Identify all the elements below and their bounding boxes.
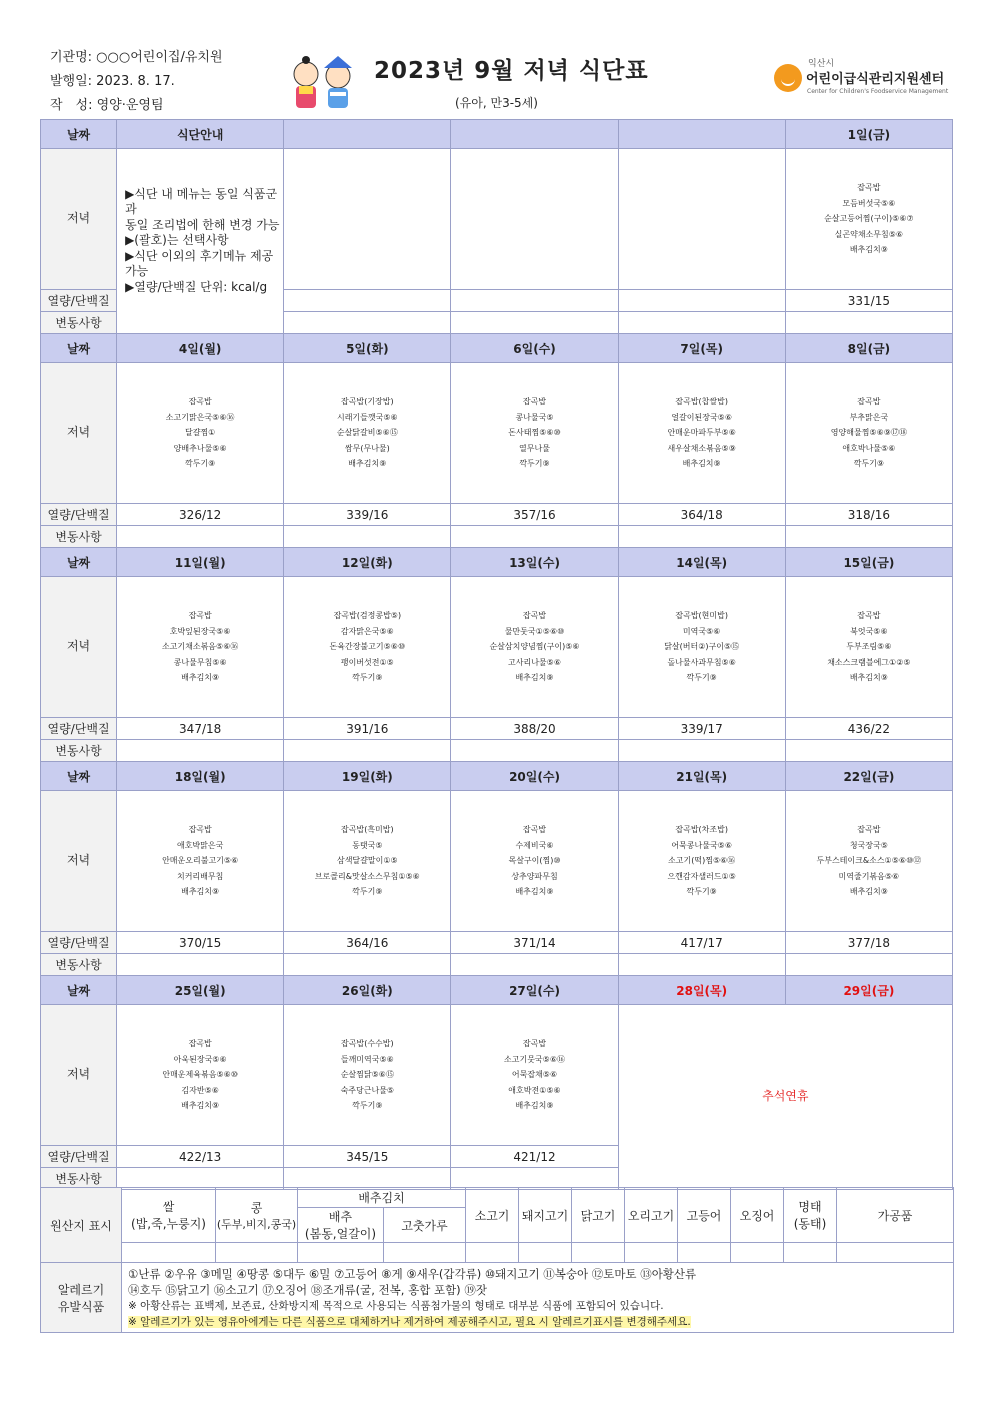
day-header: 7일(목): [618, 334, 785, 363]
day-menu: [284, 1005, 451, 1146]
day-changes: [117, 954, 284, 976]
dish-item: 영양해물찜⑤⑥⑨⑰⑱: [830, 428, 907, 438]
day-changes: [451, 954, 618, 976]
dish-item: 미역줄기볶음⑤⑥: [838, 871, 900, 881]
changes-row: [41, 740, 953, 762]
dinner-label: 저녁: [41, 577, 117, 718]
day-menu: [785, 791, 952, 932]
day-menu: [451, 577, 618, 718]
dish-item: 부추맑은국: [849, 412, 889, 422]
center-logo: [774, 56, 949, 102]
day-changes: [785, 740, 952, 762]
guide-line: 동일 조리법에 한해 변경 가능: [125, 217, 280, 232]
dish-item: 잡곡밥(찹쌀밥): [675, 397, 728, 407]
day-menu: [451, 363, 618, 504]
day-changes: [618, 526, 785, 548]
dish-item: 두부스테이크&소스①⑤⑥⑩⑫: [816, 856, 922, 866]
dinner-label: 저녁: [41, 791, 117, 932]
day-header: 19일(화): [284, 762, 451, 791]
guide-line: ▶식단 이외의 후기메뉴 제공 가능: [125, 248, 274, 279]
calorie-row: [41, 718, 953, 740]
dish-item: 잡곡밥: [522, 825, 547, 835]
dish-item: 배추김치⑨: [515, 887, 554, 897]
dish-item: 치커리배무침: [176, 871, 224, 881]
dish-item: 소고기뭇국⑤⑥⑯: [504, 1054, 565, 1064]
dish-item: 어묵콩나물국⑤⑥: [671, 840, 733, 850]
dish-item: 배추김치⑨: [515, 673, 554, 683]
origin-value-bean: [216, 1243, 298, 1263]
dish-item: 잡곡밥(차조밥): [675, 825, 728, 835]
dinner-row: [41, 149, 953, 290]
dinner-row: [41, 577, 953, 718]
dish-item: 으깬감자샐러드①⑤: [667, 871, 736, 881]
dish-item: 잡곡밥(기장밥): [341, 397, 394, 407]
dish-item: 호박잎된장국⑤⑥: [169, 626, 231, 636]
dish-item: 실곤약채소무침⑤⑥: [834, 229, 904, 239]
dish-item: 깍두기⑨: [352, 1101, 383, 1111]
allergy-line-2: ⑭호두 ⑮닭고기 ⑯소고기 ⑰오징어 ⑱조개류(굴, 전복, 홍합 포함) ⑲잣: [128, 1282, 487, 1297]
dish-item: 얼갈이된장국⑤⑥: [671, 412, 733, 422]
origin-label: 원산지 표시: [41, 1188, 122, 1263]
dish-item: 숙주당근나물⑤: [340, 1085, 395, 1095]
calorie-row: [41, 932, 953, 954]
day-changes: [618, 954, 785, 976]
dish-item: 북엇국⑤⑥: [850, 626, 888, 636]
calorie-label: 열량/단백질: [41, 1146, 117, 1168]
day-calories: 364/16: [284, 932, 451, 954]
dish-item: 고사리나물⑤⑥: [508, 657, 561, 667]
dish-item: 양배추나물⑤⑥: [173, 443, 227, 453]
origin-pork: 돼지고기: [519, 1188, 572, 1243]
day-header: 26일(화): [284, 976, 451, 1005]
issue-date: 발행일: 2023. 8. 17.: [50, 74, 175, 89]
dish-item: 콩나물국⑤: [515, 412, 554, 422]
origin-rice: 쌀 (밥,죽,누룽지): [122, 1188, 216, 1243]
day-changes: [284, 312, 451, 334]
dish-item: 깍두기⑨: [853, 459, 885, 469]
day-calories: 347/18: [117, 718, 284, 740]
dinner-row: [41, 791, 953, 932]
day-calories: 357/16: [451, 504, 618, 526]
dish-item: 배추김치⑨: [682, 459, 721, 469]
day-menu: [451, 1005, 618, 1146]
changes-label: 변동사항: [41, 740, 117, 762]
changes-label: 변동사항: [41, 526, 117, 548]
dish-item: 상추양파무침: [511, 871, 558, 881]
smile-icon: [774, 64, 802, 92]
day-calories: 364/18: [618, 504, 785, 526]
day-changes: [284, 954, 451, 976]
menu-table: [40, 119, 953, 1190]
dinner-row: [41, 363, 953, 504]
day-calories: 339/16: [284, 504, 451, 526]
dish-item: 동탯국⑤: [352, 840, 383, 850]
day-calories: 326/12: [117, 504, 284, 526]
day-header: 5일(화): [284, 334, 451, 363]
date-label: 날짜: [41, 762, 117, 791]
dish-item: 잡곡밥: [522, 1039, 547, 1049]
day-calories: [451, 290, 618, 312]
day-changes: [785, 954, 952, 976]
allergy-note-2: ※ 알레르기가 있는 영유아에게는 다른 식품으로 대체하거나 제거하여 제공해주시고, 필요 시 알레르기표시를 변경해주세요.: [128, 1315, 691, 1328]
dish-item: 잡곡밥: [857, 183, 881, 193]
origin-value-pork: [519, 1243, 572, 1263]
dish-item: 깍두기⑨: [686, 673, 717, 683]
day-changes: [618, 740, 785, 762]
day-header: 11일(월): [117, 548, 284, 577]
dish-item: 목살구이(찜)⑩: [508, 856, 561, 866]
calorie-label: 열량/단백질: [41, 718, 117, 740]
origin-chicken: 닭고기: [572, 1188, 625, 1243]
logo-english: Center for Children's Foodservice Management: [807, 88, 949, 95]
dish-item: 잡곡밥: [188, 1039, 212, 1049]
dish-item: 배추김치⑨: [348, 459, 387, 469]
day-menu: [117, 577, 284, 718]
dish-item: 채소스크램블에그①②⑤: [827, 657, 911, 667]
origin-processed: 가공품: [837, 1188, 954, 1243]
day-menu: [618, 791, 785, 932]
origin-value-duck: [625, 1243, 678, 1263]
dish-item: 아욱된장국⑤⑥: [173, 1054, 227, 1064]
date-label: 날짜: [41, 976, 117, 1005]
page-subtitle: (유아, 만3-5세): [455, 96, 538, 110]
date-row: [41, 120, 953, 149]
dish-item: 순살삼치양념찜(구이)⑤⑥: [489, 642, 580, 652]
origin-value-pollock: [784, 1243, 837, 1263]
dish-item: 소고기(떡)찜⑤⑥⑯: [668, 856, 736, 866]
dish-item: 깍두기⑨: [686, 887, 717, 897]
logo-city: 익산시: [808, 59, 835, 69]
author: 작 성: 영양·운영팀: [50, 98, 164, 113]
day-calories: [284, 290, 451, 312]
date-row: [41, 548, 953, 577]
day-menu: [117, 1005, 284, 1146]
day-header: 27일(수): [451, 976, 618, 1005]
day-changes: [284, 526, 451, 548]
day-menu: [284, 149, 451, 290]
day-menu: [618, 149, 785, 290]
day-header: 18일(월): [117, 762, 284, 791]
date-label: 날짜: [41, 334, 117, 363]
dish-item: 팽이버섯전①⑤: [340, 657, 394, 667]
dish-item: 잡곡밥: [857, 611, 881, 621]
dish-item: 새우살채소볶음⑤⑨: [667, 443, 736, 453]
day-header: 28일(목): [618, 976, 785, 1005]
origin-table: [40, 1187, 954, 1333]
dish-item: 배추김치⑨: [849, 887, 888, 897]
dish-item: 배추김치⑨: [181, 887, 220, 897]
dish-item: 애호박맑은국: [176, 840, 224, 850]
origin-chili: 고춧가루: [384, 1208, 466, 1243]
dish-item: 잡곡밥: [188, 611, 212, 621]
allergy-info: [122, 1263, 954, 1333]
day-menu: [117, 791, 284, 932]
day-calories: 377/18: [785, 932, 952, 954]
day-header: 15일(금): [785, 548, 952, 577]
calorie-label: 열량/단백질: [41, 290, 117, 312]
origin-squid: 오징어: [731, 1188, 784, 1243]
day-calories: 421/12: [451, 1146, 618, 1168]
calorie-label: 열량/단백질: [41, 932, 117, 954]
guide-header: 식단안내: [117, 120, 284, 149]
dish-item: 브로콜리&맛살소스무침①⑤⑥: [314, 871, 420, 881]
dish-item: 소고기채소볶음⑤⑥⑯: [161, 642, 239, 652]
day-header: 21일(목): [618, 762, 785, 791]
dish-item: 삼색달걀말이①⑤: [336, 856, 398, 866]
calorie-label: 열량/단백질: [41, 504, 117, 526]
allergy-line-1: ①난류 ②우유 ③메밀 ④땅콩 ⑤대두 ⑥밀 ⑦고등어 ⑧게 ⑨새우(갑각류) ⑩돼지고기 ⑪복숭아 ⑫토마토 ⑬아황산류: [128, 1266, 697, 1281]
changes-label: 변동사항: [41, 1168, 117, 1190]
dish-item: 잡곡밥: [857, 825, 881, 835]
dish-item: 안매운마파두부⑤⑥: [667, 428, 736, 438]
header-info: [50, 46, 223, 118]
dish-item: 깍두기⑨: [184, 459, 216, 469]
origin-value-mackerel: [678, 1243, 731, 1263]
day-calories: 331/15: [785, 290, 952, 312]
changes-label: 변동사항: [41, 954, 117, 976]
dish-item: 순살닭갈비⑤⑥⑮: [336, 428, 398, 438]
date-label: 날짜: [41, 120, 117, 149]
day-calories: 371/14: [451, 932, 618, 954]
dish-item: 잡곡밥(수수밥): [341, 1039, 394, 1049]
origin-beef: 소고기: [466, 1188, 519, 1243]
dish-item: 순살찜닭⑤⑥⑮: [340, 1070, 394, 1080]
day-changes: [451, 740, 618, 762]
origin-value-rice: [122, 1243, 216, 1263]
dish-item: 안매운제육볶음⑤⑥⑩: [162, 1070, 238, 1080]
dish-item: 잡곡밥: [188, 825, 212, 835]
dinner-row: [41, 1005, 953, 1146]
dish-item: 잡곡밥: [857, 397, 881, 407]
dish-item: 두부조림⑤⑥: [846, 642, 892, 652]
day-calories: 370/15: [117, 932, 284, 954]
guide-line: ▶식단 내 메뉴는 동일 식품군과: [125, 186, 278, 217]
date-row: [41, 976, 953, 1005]
dish-item: 안매운오리불고기⑤⑥: [162, 856, 239, 866]
day-menu: [451, 149, 618, 290]
day-changes: [117, 526, 284, 548]
dish-item: 배추김치⑨: [849, 245, 888, 255]
day-header: 20일(수): [451, 762, 618, 791]
day-header: 22일(금): [785, 762, 952, 791]
dish-item: 깍두기⑨: [519, 459, 550, 469]
origin-value-squid: [731, 1243, 784, 1263]
day-header: 8일(금): [785, 334, 952, 363]
dish-item: 미역국⑤⑥: [682, 626, 721, 636]
dish-item: 모듬버섯국⑤⑥: [842, 198, 896, 208]
day-menu: [284, 791, 451, 932]
day-changes: [785, 526, 952, 548]
origin-value-chili: [384, 1243, 466, 1263]
dish-item: 순살고등어찜(구이)⑤⑥⑦: [824, 214, 914, 224]
day-changes: [451, 312, 618, 334]
day-changes: [284, 740, 451, 762]
page-title: 2023년 9월 저녁 식단표: [374, 58, 649, 84]
day-calories: 391/16: [284, 718, 451, 740]
dish-item: 잡곡밥: [188, 397, 212, 407]
day-header: 6일(수): [451, 334, 618, 363]
holiday-note: 추석연휴: [618, 1005, 952, 1190]
day-menu: [117, 363, 284, 504]
dish-item: 돌나물사과무침⑤⑥: [667, 657, 736, 667]
logo-name: 어린이급식관리지원센터: [806, 72, 945, 87]
calorie-row: [41, 504, 953, 526]
origin-pollock: 명태 (동태): [784, 1188, 837, 1243]
dish-item: 잡곡밥: [522, 397, 547, 407]
day-menu: [785, 577, 952, 718]
dish-item: 배추김치⑨: [515, 1101, 554, 1111]
origin-value-beef: [466, 1243, 519, 1263]
dinner-label: 저녁: [41, 149, 117, 290]
date-row: [41, 334, 953, 363]
origin-duck: 오리고기: [625, 1188, 678, 1243]
allergy-note-1: ※ 아황산류는 표백제, 보존료, 산화방지제 목적으로 사용되는 식품첨가물의 형태로 대부분 식품에 포함되어 있습니다.: [128, 1299, 664, 1312]
dish-item: 애호박나물⑤⑥: [842, 443, 896, 453]
date-row: [41, 762, 953, 791]
guide-line: ▶(괄호)는 선택사항: [125, 233, 229, 248]
origin-value-chicken: [572, 1243, 625, 1263]
day-header: 14일(목): [618, 548, 785, 577]
dish-item: 소고기맑은국⑤⑥⑯: [165, 412, 235, 422]
day-header: [618, 120, 785, 149]
day-calories: 339/17: [618, 718, 785, 740]
day-calories: 388/20: [451, 718, 618, 740]
day-calories: 318/16: [785, 504, 952, 526]
dinner-label: 저녁: [41, 363, 117, 504]
day-changes: [451, 526, 618, 548]
day-header: 29일(금): [785, 976, 952, 1005]
day-menu: [451, 791, 618, 932]
day-changes: [785, 312, 952, 334]
dish-item: 배추김치⑨: [181, 1101, 220, 1111]
dish-item: 어묵잡채⑤⑥: [511, 1070, 558, 1080]
day-header: [284, 120, 451, 149]
origin-bean: 콩 (두부,비지,콩국): [216, 1188, 298, 1243]
day-header: 1일(금): [785, 120, 952, 149]
dish-item: 김자반⑤⑥: [181, 1085, 219, 1095]
guide-notes: [117, 149, 284, 334]
dish-item: 잡곡밥: [522, 611, 547, 621]
day-menu: [284, 577, 451, 718]
dish-item: 물만둣국①⑤⑥⑩: [504, 626, 565, 636]
day-menu: [785, 363, 952, 504]
allergy-label: 알레르기 유발식품: [41, 1263, 122, 1333]
dish-item: 들깨미역국⑤⑥: [340, 1054, 394, 1064]
dish-item: 깍두기⑨: [352, 887, 383, 897]
dish-item: 열무나물: [519, 443, 550, 453]
guide-line: ▶열량/단백질 단위: kcal/g: [125, 279, 268, 294]
day-changes: [618, 312, 785, 334]
dish-item: 수제비국⑥: [515, 840, 554, 850]
dish-item: 시래기들깻국⑤⑥: [336, 412, 398, 422]
day-calories: 436/22: [785, 718, 952, 740]
dish-item: 감자맑은국⑤⑥: [340, 626, 394, 636]
dish-item: 애호박전①⑤⑥: [508, 1085, 561, 1095]
dish-item: 닭살(버터②)구이⑤⑮: [664, 642, 740, 652]
day-header: 4일(월): [117, 334, 284, 363]
origin-mackerel: 고등어: [678, 1188, 731, 1243]
dish-item: 달걀찜①: [184, 428, 216, 438]
day-header: 13일(수): [451, 548, 618, 577]
day-calories: [618, 290, 785, 312]
dish-item: 배추김치⑨: [181, 673, 220, 683]
changes-row: [41, 954, 953, 976]
day-menu: [618, 363, 785, 504]
dish-item: 돈사태찜⑤⑥⑩: [508, 428, 561, 438]
dish-item: 잡곡밥(검정콩밥⑤): [333, 611, 402, 621]
day-header: 25일(월): [117, 976, 284, 1005]
day-header: 12일(화): [284, 548, 451, 577]
day-changes: [117, 740, 284, 762]
day-menu: [284, 363, 451, 504]
dish-item: 잡곡밥(흑미밥): [341, 825, 394, 835]
dish-item: 잡곡밥(현미밥): [675, 611, 728, 621]
day-calories: 422/13: [117, 1146, 284, 1168]
origin-kimchi: 배추김치: [298, 1188, 466, 1208]
dish-item: 깍두기⑨: [352, 673, 383, 683]
day-menu: [785, 149, 952, 290]
dish-item: 배추김치⑨: [849, 673, 888, 683]
date-label: 날짜: [41, 548, 117, 577]
children-illustration: [286, 52, 360, 110]
changes-label: 변동사항: [41, 312, 117, 334]
day-menu: [618, 577, 785, 718]
day-calories: 345/15: [284, 1146, 451, 1168]
day-header: [451, 120, 618, 149]
dish-item: 콩나물무침⑤⑥: [173, 657, 227, 667]
origin-cabbage: 배추 (봄동,얼갈이): [298, 1208, 384, 1243]
org-name: 기관명: ○○○어린이집/유치원: [50, 50, 223, 65]
dish-item: 돈육간장불고기⑤⑥⑩: [329, 642, 406, 652]
changes-row: [41, 526, 953, 548]
dish-item: 청국장국⑤: [849, 840, 888, 850]
day-calories: 417/17: [618, 932, 785, 954]
dish-item: 쌈무(무나물): [344, 443, 390, 453]
origin-value-cabbage: [298, 1243, 384, 1263]
origin-value-processed: [837, 1243, 954, 1263]
dinner-label: 저녁: [41, 1005, 117, 1146]
